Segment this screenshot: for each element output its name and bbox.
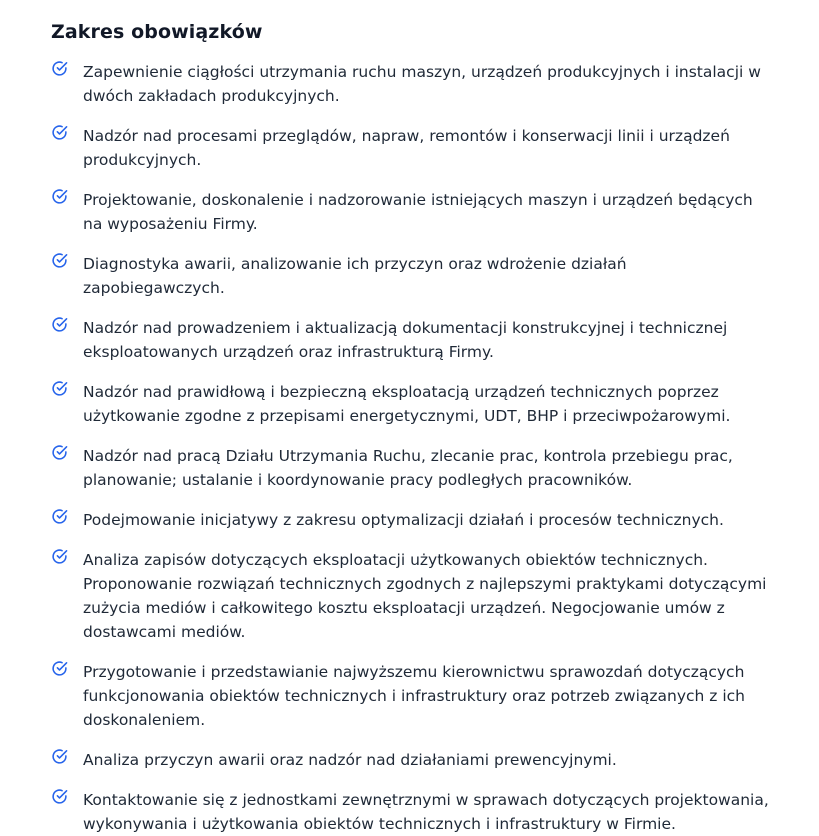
list-item-text: Nadzór nad prowadzeniem i aktualizacją dokumentacji konstrukcyjnej i technicznej eksploatowanych urządzeń oraz infrastrukturą Firmy. bbox=[83, 319, 728, 361]
list-item bbox=[51, 60, 819, 108]
check-circle-icon bbox=[51, 60, 68, 77]
list-item bbox=[51, 380, 819, 428]
check-circle-icon bbox=[51, 380, 68, 397]
check-circle-icon bbox=[51, 124, 68, 141]
responsibilities-list bbox=[51, 60, 819, 836]
check-circle-icon bbox=[51, 748, 68, 765]
list-item bbox=[51, 748, 819, 772]
check-circle-icon bbox=[51, 444, 68, 461]
list-item bbox=[51, 508, 819, 532]
list-item bbox=[51, 252, 819, 300]
list-item bbox=[51, 660, 819, 732]
list-item-text: Nadzór nad procesami przeglądów, napraw, remontów i konserwacji linii i urządzeń produkcyjnych. bbox=[83, 127, 730, 169]
list-item-text: Projektowanie, doskonalenie i nadzorowanie istniejących maszyn i urządzeń będących na wyposażeniu Firmy. bbox=[83, 191, 753, 233]
list-item bbox=[51, 548, 819, 644]
check-circle-icon bbox=[51, 188, 68, 205]
list-item-text: Nadzór nad prawidłową i bezpieczną eksploatacją urządzeń technicznych poprzez użytkowanie zgodne z przepisami energetycznymi, UDT, BHP i przeciwpożarowymi. bbox=[83, 383, 731, 425]
check-circle-icon bbox=[51, 788, 68, 805]
list-item bbox=[51, 444, 819, 492]
list-item-text: Nadzór nad pracą Działu Utrzymania Ruchu, zlecanie prac, kontrola przebiegu prac, planowanie; ustalanie i koordynowanie pracy podległych pracowników. bbox=[83, 447, 733, 489]
list-item-text: Analiza zapisów dotyczących eksploatacji użytkowanych obiektów technicznych. Proponowanie rozwiązań technicznych zgodnych z najlepszymi praktykami dotyczącymi zużycia mediów i całkowitego kosztu eksploatacji urządzeń. Negocjowanie umów z dostawcami mediów. bbox=[83, 551, 767, 641]
list-item bbox=[51, 316, 819, 364]
section-title: Zakres obowiązków bbox=[51, 21, 263, 43]
list-item bbox=[51, 188, 819, 236]
check-circle-icon bbox=[51, 660, 68, 677]
list-item-text: Podejmowanie inicjatywy z zakresu optymalizacji działań i procesów technicznych. bbox=[83, 511, 724, 529]
list-item bbox=[51, 124, 819, 172]
list-item-text: Diagnostyka awarii, analizowanie ich przyczyn oraz wdrożenie działań zapobiegawczych. bbox=[83, 255, 627, 297]
list-item-text: Przygotowanie i przedstawianie najwyższemu kierownictwu sprawozdań dotyczących funkcjonowania obiektów technicznych i infrastruktury oraz potrzeb związanych z ich doskonaleniem. bbox=[83, 663, 746, 729]
list-item-text: Zapewnienie ciągłości utrzymania ruchu maszyn, urządzeń produkcyjnych i instalacji w dwóch zakładach produkcyjnych. bbox=[83, 63, 761, 105]
check-circle-icon bbox=[51, 252, 68, 269]
check-circle-icon bbox=[51, 316, 68, 333]
check-circle-icon bbox=[51, 548, 68, 565]
list-item bbox=[51, 788, 819, 836]
list-item-text: Analiza przyczyn awarii oraz nadzór nad działaniami prewencyjnymi. bbox=[83, 751, 617, 769]
check-circle-icon bbox=[51, 508, 68, 525]
list-item-text: Kontaktowanie się z jednostkami zewnętrznymi w sprawach dotyczących projektowania, wykonywania i użytkowania obiektów technicznych i infrastruktury w Firmie. bbox=[83, 791, 769, 833]
